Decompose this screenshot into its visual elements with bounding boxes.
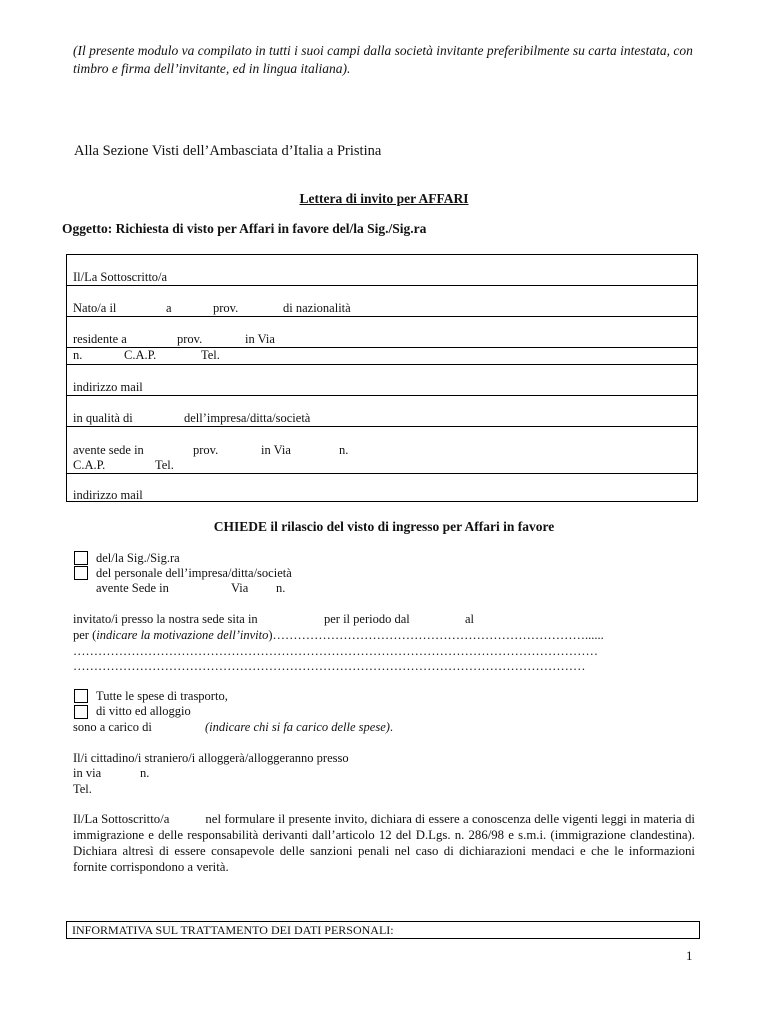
numero-label: n. [276,581,286,595]
page-number: 1 [686,948,693,963]
field-avente-sede: avente sede in [73,443,144,457]
spese-vitto-label: di vitto ed alloggio [96,704,191,718]
letter-title: Lettera di invito per AFFARI [299,191,469,206]
table-divider [67,285,697,286]
field-via-sede: in Via [261,443,291,457]
dotted-line: ……………………………………………………………………………………………………………… [73,644,598,658]
intro-note: (Il presente modulo va compilato in tutti i suoi campi dalla società invitante preferibilmente su carta intestata, con timbro e firma dell’invitante, ed in lingua italiana). [73,43,693,76]
periodo-label: per il periodo dal [324,612,410,626]
field-via-residenza: in Via [245,332,275,346]
privacy-notice-box: INFORMATIVA SUL TRATTAMENTO DEI DATI PERSONALI: [66,921,700,939]
field-numero: n. [73,348,83,362]
inviter-details-table [66,254,698,502]
field-numero-sede: n. [339,443,349,457]
carico-hint-text: (indicare chi si fa carico delle spese) [205,720,390,734]
motivazione-hint: indicare la motivazione dell’invito [96,628,269,642]
option-sig-label: del/la Sig./Sig.ra [96,551,180,565]
table-divider [67,426,697,427]
declaration-paragraph [73,811,695,875]
alloggio-numero-label: n. [140,766,150,780]
checkbox-sig[interactable] [74,551,88,565]
table-divider [67,347,697,348]
field-cap-sede: C.A.P. [73,458,106,472]
field-tel: Tel. [201,348,220,362]
request-heading: CHIEDE il rilascio del visto di ingresso per Affari in favore [213,519,555,534]
field-tel-sede: Tel. [155,458,174,472]
checkbox-trasporto[interactable] [74,689,88,703]
table-divider [67,473,697,474]
field-prov: prov. [213,301,239,315]
subject-line: Oggetto: Richiesta di visto per Affari in favore del/la Sig./Sig.ra [62,221,427,236]
field-sottoscritto: Il/La Sottoscritto/a [73,270,168,284]
al-label: al [465,612,475,626]
alloggio-tel-label: Tel. [73,782,92,796]
checkbox-personale[interactable] [74,566,88,580]
carico-label: sono a carico di [73,720,152,734]
field-cap: C.A.P. [124,348,157,362]
option-personale-label: del personale dell’impresa/ditta/società [96,566,292,580]
carico-hint [205,720,393,735]
declaration-text: nel formulare il presente invito, dichiara di essere a conoscenza delle vigenti leggi in materia di immigrazione e delle responsabilità derivanti dall’articolo 12 del D.Lgs. n. 286/98 e s.m.i. (immigrazione clandestina). Dichiara altresì di essere consapevole delle sanzioni penali nel caso di dichiarazioni mendaci e che le informazioni fornite corrispondono a verità. [73,812,695,874]
motivazione-line [73,628,604,643]
field-luogo-nascita: a [166,301,172,315]
alloggio-via-label: in via [73,766,102,780]
table-divider [67,364,697,365]
alloggio-line: Il/i cittadino/i straniero/i alloggerà/alloggeranno presso [73,751,349,765]
spese-trasporto-label: Tutte le spese di trasporto, [96,689,228,703]
checkbox-vitto[interactable] [74,705,88,719]
dotted-line: )…………………………………………………………………...... [268,628,604,642]
declaration-start: Il/La Sottoscritto/a [73,812,170,826]
via-label: Via [231,581,249,595]
per-label: per ( [73,628,97,642]
field-nato-il: Nato/a il [73,301,117,315]
table-divider [67,316,697,317]
field-residente: residente a [73,332,127,346]
field-email-sede: indirizzo mail [73,488,143,502]
field-prov-residenza: prov. [177,332,203,346]
field-qualita: in qualità di [73,411,133,425]
field-impresa: dell’impresa/ditta/società [184,411,311,425]
table-divider [67,395,697,396]
avente-sede-label: avente Sede in [96,581,169,595]
field-prov-sede: prov. [193,443,219,457]
carico-hint-dot: . [389,720,394,734]
field-email: indirizzo mail [73,380,143,394]
addressee: Alla Sezione Visti dell’Ambasciata d’Italia a Pristina [74,143,382,159]
field-nazionalita: di nazionalità [283,301,351,315]
invitato-label: invitato/i presso la nostra sede sita in [73,612,258,626]
dotted-line: …………………………………………………………………………………………………………… [73,659,586,673]
